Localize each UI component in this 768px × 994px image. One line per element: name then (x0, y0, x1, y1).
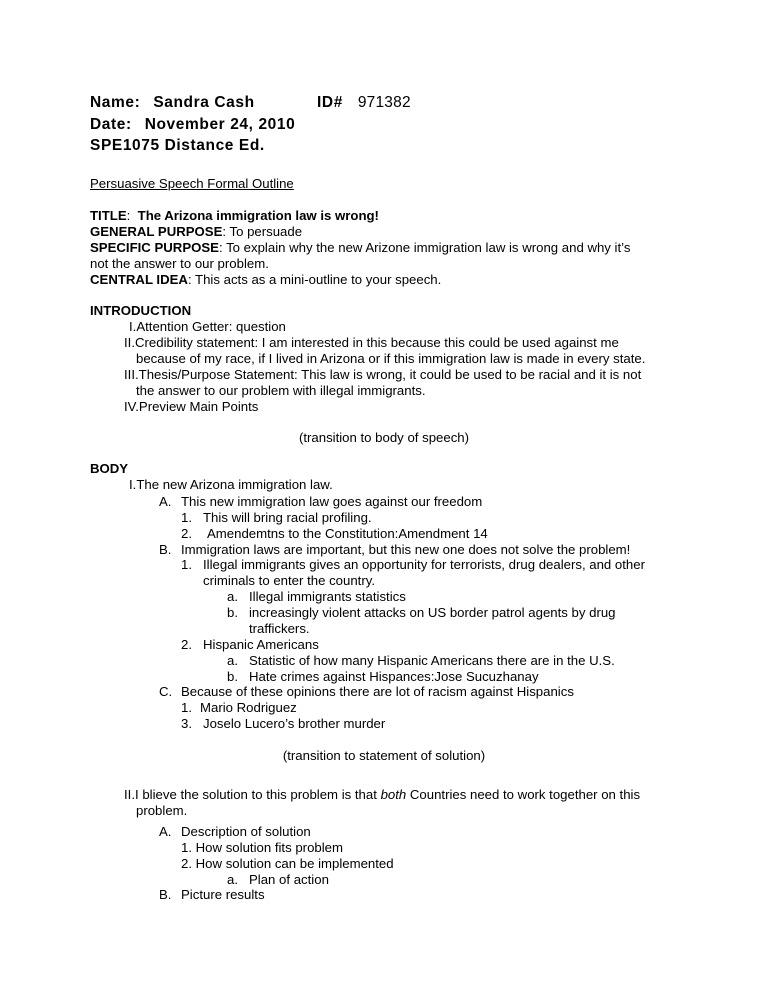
solution-item-a1: 1. How solution fits problem (181, 840, 343, 855)
body-item-b1a: Illegal immigrants statistics (249, 589, 406, 604)
id-line (317, 92, 411, 113)
outline-title: Persuasive Speech Formal Outline (90, 176, 294, 191)
intro-item-i: I.Attention Getter: question (129, 319, 286, 334)
body-marker-c3: 3. (181, 716, 192, 731)
body-marker-b: B. (159, 542, 172, 557)
solution-marker-b: B. (159, 887, 172, 902)
body-marker-b2a: a. (227, 653, 238, 668)
body-marker-b2: 2. (181, 637, 192, 652)
body-item-ii: II.I blieve the solution to this problem is that both Countries need to work together on this (124, 787, 641, 802)
body-item-a: This new immigration law goes against our freedom (181, 494, 483, 509)
specific-purpose-line: SPECIFIC PURPOSE: To explain why the new Arizone immigration law is wrong and why it’s (90, 240, 631, 255)
intro-heading: INTRODUCTION (90, 303, 192, 318)
body-item-b1: Illegal immigrants gives an opportunity for terrorists, drug dealers, and other (203, 557, 645, 572)
intro-item-ii: II.Credibility statement: I am interested in this because this could be used against me (124, 335, 619, 350)
intro-item-iii: III.Thesis/Purpose Statement: This law is wrong, it could be used to be racial and it is not (124, 367, 642, 382)
body-item-b2b: Hate crimes against Hispances:Jose Sucuzhanay (249, 669, 539, 684)
body-item-b1-cont: criminals to enter the country. (203, 573, 375, 588)
body-marker-b1a: a. (227, 589, 238, 604)
body-item-b2a: Statistic of how many Hispanic Americans there are in the U.S. (249, 653, 615, 668)
solution-marker-a2a: a. (227, 872, 238, 887)
intro-item-iv: IV.Preview Main Points (124, 399, 259, 414)
id-label: ID# (317, 94, 343, 111)
solution-item-a2a: Plan of action (249, 872, 329, 887)
body-item-b: Immigration laws are important, but this new one does not solve the problem! (181, 542, 631, 557)
date-value: November 24, 2010 (144, 116, 296, 133)
solution-item-a: Description of solution (181, 824, 311, 839)
intro-item-ii-cont: because of my race, if I lived in Arizona or if this immigration law is made in every state. (136, 351, 646, 366)
id-value: 971382 (357, 94, 411, 111)
course-line: SPE1075 Distance Ed. (90, 137, 265, 154)
general-purpose-line: GENERAL PURPOSE: To persuade (90, 224, 303, 239)
body-item-a1: This will bring racial profiling. (203, 510, 372, 525)
name-label: Name: (90, 94, 141, 111)
central-idea-line: CENTRAL IDEA: This acts as a mini-outline to your speech. (90, 272, 442, 287)
body-item-i: I.The new Arizona immigration law. (129, 477, 333, 492)
name-value: Sandra Cash (153, 94, 255, 111)
body-item-b1b-cont: traffickers. (249, 621, 310, 636)
body-marker-b2b: b. (227, 669, 238, 684)
body-item-a2: Amendemtns to the Constitution:Amendment 14 (207, 526, 488, 541)
date-label: Date: (90, 116, 132, 133)
title-line: TITLE: The Arizona immigration law is wrong! (90, 208, 379, 223)
body-marker-c: C. (159, 684, 173, 699)
body-item-c: Because of these opinions there are lot of racism against Hispanics (181, 684, 574, 699)
body-marker-a2: 2. (181, 526, 192, 541)
solution-item-a2: 2. How solution can be implemented (181, 856, 394, 871)
speech-title: The Arizona immigration law is wrong! (137, 208, 379, 223)
intro-item-iii-cont: the answer to our problem with illegal immigrants. (136, 383, 426, 398)
body-marker-b1b: b. (227, 605, 238, 620)
transition-to-body: (transition to body of speech) (298, 430, 470, 445)
body-heading: BODY (90, 461, 129, 476)
body-item-b1b: increasingly violent attacks on US border patrol agents by drug (249, 605, 616, 620)
solution-marker-a: A. (159, 824, 172, 839)
specific-purpose-cont: not the answer to our problem. (90, 256, 269, 271)
body-marker-a1: 1. (181, 510, 192, 525)
body-item-b2: Hispanic Americans (203, 637, 319, 652)
solution-item-b: Picture results (181, 887, 265, 902)
body-item-ii-cont: problem. (136, 803, 188, 818)
date-line (90, 114, 295, 135)
body-item-c3: Joselo Lucero’s brother murder (203, 716, 386, 731)
body-marker-c1: 1. (181, 700, 192, 715)
transition-to-solution: (transition to statement of solution) (282, 748, 486, 763)
body-marker-b1: 1. (181, 557, 192, 572)
name-line (90, 92, 255, 113)
body-item-c1: Mario Rodriguez (200, 700, 297, 715)
body-marker-a: A. (159, 494, 172, 509)
